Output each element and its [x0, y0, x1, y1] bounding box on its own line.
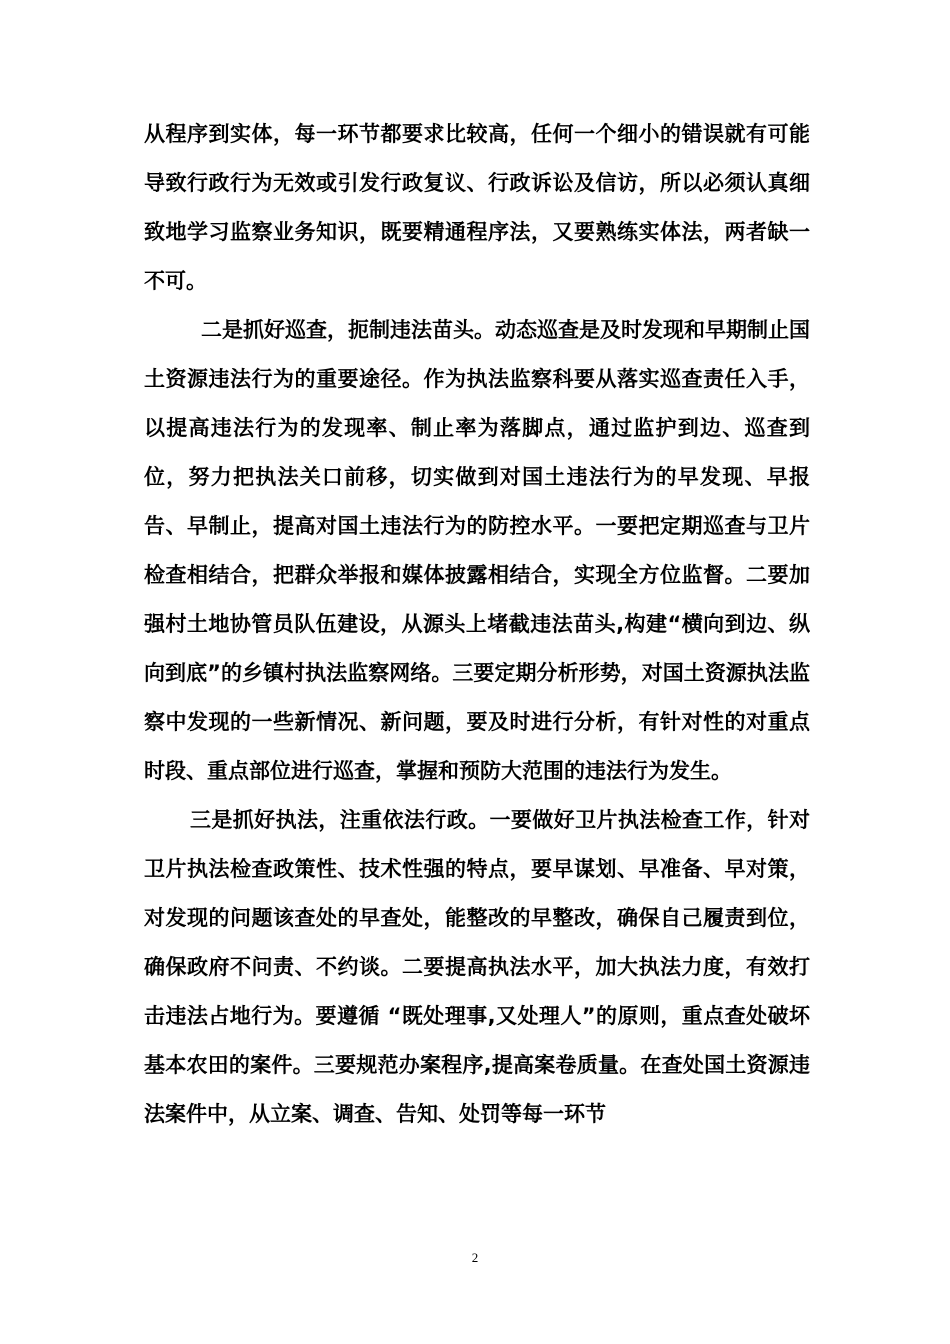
paragraph-inspection: 二是抓好巡查，扼制违法苗头。动态巡查是及时发现和早期制止国土资源违法行为的重要途径。作为执法监察科要从落实巡查责任入手，以提高违法行为的发现率、制止率为落脚点，通过监护到边、巡查到位，努力把执法关口前移，切实做到对国土违法行为的早发现、早报告、早制止，提高对国土违法行为的防控水平。一要把定期巡查与卫片检查相结合，把群众举报和媒体披露相结合，实现全方位监督。二要加强村土地协管员队伍建设，从源头上堵截违法苗头,构建“横向到边、纵向到底”的乡镇村执法监察网络。三要定期分析形势，对国土资源执法监察中发现的一些新情况、新问题，要及时进行分析，有针对性的对重点时段、重点部位进行巡查，掌握和预防大范围的违法行为发生。	[144, 318, 810, 783]
body-text	[144, 110, 810, 1139]
paragraph-enforcement: 三是抓好执法，注重依法行政。一要做好卫片执法检查工作，针对卫片执法检查政策性、技术性强的特点，要早谋划、早准备、早对策，对发现的问题该查处的早查处，能整改的早整改，确保自己履责到位，确保政府不问责、不约谈。二要提高执法水平，加大执法力度，有效打击违法占地行为。要遵循 “既处理事,又处理人”的原则，重点查处破坏基本农田的案件。三要规范办案程序,提高案卷质量。在查处国土资源违法案件中，从立案、调查、告知、处罚等每一环节	[144, 808, 810, 1126]
paragraph-continuation: 从程序到实体，每一环节都要求比较高，任何一个细小的错误就有可能导致行政行为无效或引发行政复议、行政诉讼及信访，所以必须认真细致地学习监察业务知识，既要精通程序法，又要熟练实体法，两者缺一不可。	[144, 122, 810, 293]
page-number: 2	[471, 1250, 479, 1265]
